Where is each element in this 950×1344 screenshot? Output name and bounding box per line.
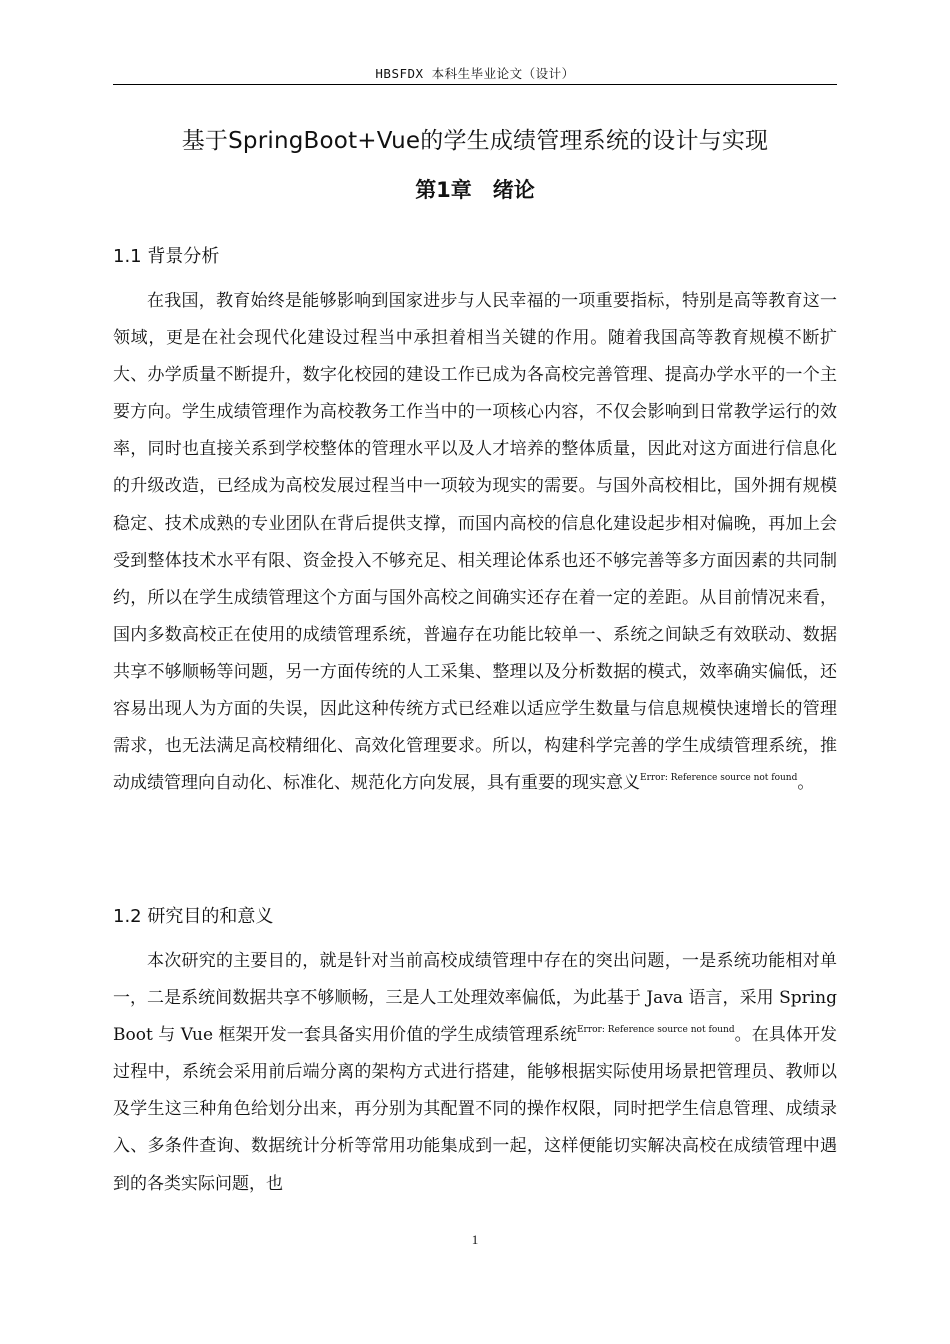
paragraph-text: 本次研究的主要目的，就是针对当前高校成绩管理中存在的突出问题，一是系统功能相对单一，二是系统间数据共享不够顺畅，三是人工处理效率偏低，为此基于 Java 语言，采用 SpringBoot 与 Vue 框架开发一套具备实用价值的学生成绩管理系统	[113, 951, 837, 1046]
paper-title: 基于SpringBoot+Vue的学生成绩管理系统的设计与实现	[181, 128, 769, 154]
page-number: 1	[471, 1232, 479, 1247]
paragraph-tail: 。在具体开发过程中，系统会采用前后端分离的架构方式进行搭建，能够根据实际使用场景把管理员、教师以及学生这三种角色给划分出来，再分别为其配置不同的操作权限，同时把学生信息管理、成绩录入、多条件查询、数据统计分析等常用功能集成到一起，这样便能切实解决高校在成绩管理中遇到的各类实际问题，也	[113, 1025, 838, 1194]
chapter-heading: 第1章 绪论	[415, 178, 535, 202]
section-heading-background: 1.1 背景分析	[113, 246, 220, 267]
paragraph-background	[113, 283, 837, 802]
section-heading-purpose: 1.2 研究目的和意义	[113, 906, 274, 927]
paragraph-text: 在我国，教育始终是能够影响到国家进步与人民幸福的一项重要指标，特别是高等教育这一领域，更是在社会现代化建设过程当中承担着相当关键的作用。随着我国高等教育规模不断扩大、办学质量不断提升，数字化校园的建设工作已成为各高校完善管理、提高办学水平的一个主要方向。学生成绩管理作为高校教务工作当中的一项核心内容，不仅会影响到日常教学运行的效率，同时也直接关系到学校整体的管理水平以及人才培养的整体质量，因此对这方面进行信息化的升级改造，已经成为高校发展过程当中一项较为现实的需要。与国外高校相比，国外拥有规模稳定、技术成熟的专业团队在背后提供支撑，而国内高校的信息化建设起步相对偏晚，再加上会受到整体技术水平有限、资金投入不够充足、相关理论体系也还不够完善等多方面因素的共同制约，所以在学生成绩管理这个方面与国外高校之间确实还存在着一定的差距。从目前情况来看，国内多数高校正在使用的成绩管理系统，普遍存在功能比较单一、系统之间缺乏有效联动、数据共享不够顺畅等问题，另一方面传统的人工采集、整理以及分析数据的模式，效率确实偏低，还容易出现人为方面的失误，因此这种传统方式已经难以适应学生数量与信息规模快速增长的管理需求，也无法满足高校精细化、高效化管理要求。所以，构建科学完善的学生成绩管理系统，推动成绩管理向自动化、标准化、规范化方向发展，具有重要的现实意义	[113, 291, 837, 794]
reference-error-marker: Error: Reference source not found	[576, 1025, 735, 1036]
running-header: HBSFDX 本科生毕业论文（设计）	[375, 66, 575, 81]
reference-error-marker: Error: Reference source not found	[640, 773, 798, 784]
paragraph-purpose	[113, 943, 837, 1203]
paragraph-tail: 。	[797, 773, 815, 794]
header-divider	[113, 84, 837, 85]
